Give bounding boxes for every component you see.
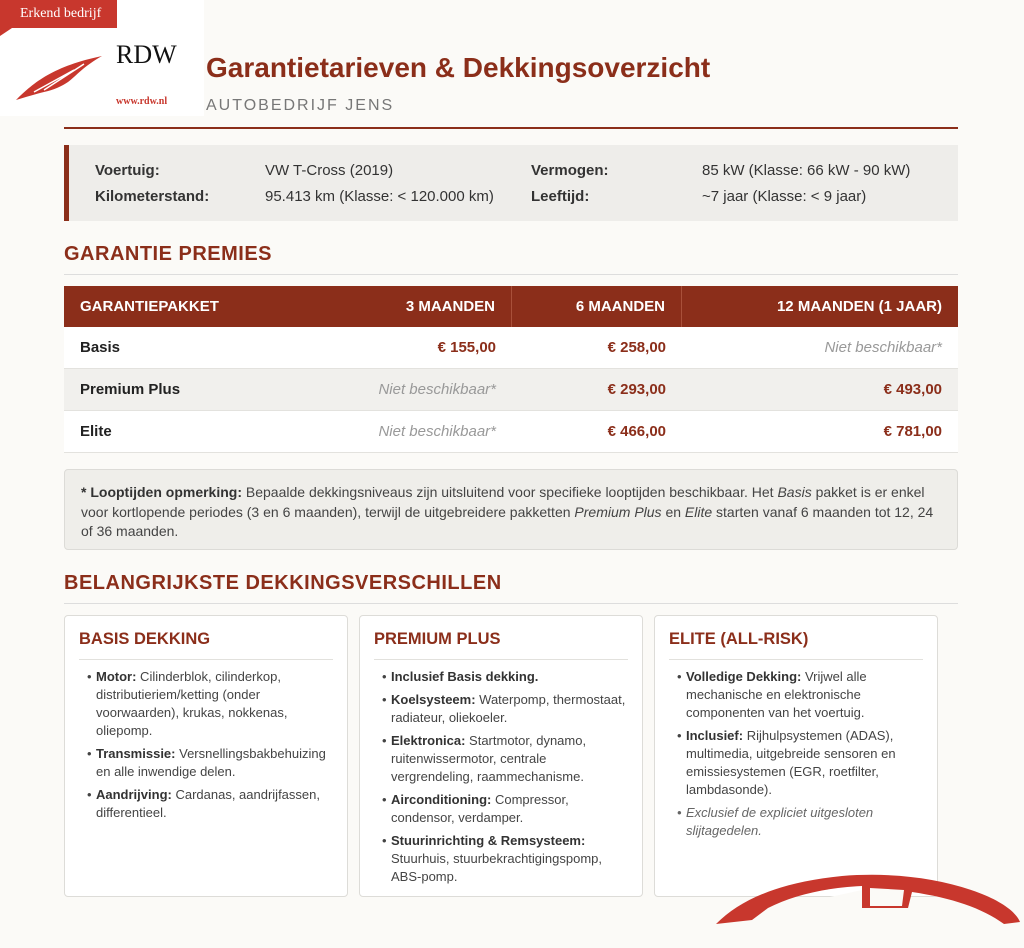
note-italic: Elite — [684, 503, 713, 520]
item-text: Waterpomp, thermostaat, radiateur, oliekoeler. — [391, 692, 626, 725]
list-item — [677, 668, 923, 722]
premies-heading: GARANTIE PREMIES — [64, 243, 958, 275]
item-label: Motor: — [96, 669, 137, 684]
row-12m: € 781,00 — [883, 423, 942, 440]
header-divider — [64, 127, 958, 129]
looptijden-note — [64, 469, 958, 550]
item-label: Aandrijving: — [96, 787, 172, 802]
leeftijd-label: Leeftijd: — [531, 188, 590, 205]
item-text: Cardanas, aandrijfassen, differentieel. — [96, 787, 320, 820]
card-list — [374, 668, 628, 886]
km-label: Kilometerstand: — [95, 188, 210, 205]
vermogen-value: 85 kW (Klasse: 66 kW - 90 kW) — [702, 162, 911, 179]
card-list — [669, 668, 923, 840]
card-title: ELITE (ALL-RISK) — [669, 630, 923, 660]
rdw-url: www.rdw.nl — [116, 96, 168, 107]
col-6m: 6 MAANDEN — [512, 286, 682, 327]
voertuig-label: Voertuig: — [95, 162, 160, 179]
card-list — [79, 668, 333, 822]
item-label: Volledige Dekking: — [686, 669, 802, 684]
page-subtitle: AUTOBEDRIJF JENS — [206, 97, 395, 114]
card-title: PREMIUM PLUS — [374, 630, 628, 660]
item-text: Stuurhuis, stuurbekrachtigingspomp, ABS-pomp. — [391, 851, 603, 884]
vermogen-label: Vermogen: — [531, 162, 609, 179]
item-label: Elektronica: — [391, 733, 466, 748]
item-text: Compressor, condensor, verdamper. — [391, 792, 569, 825]
card-elite — [654, 615, 938, 897]
card-title: BASIS DEKKING — [79, 630, 333, 660]
item-label: Transmissie: — [96, 746, 176, 761]
row-3m: Niet beschikbaar* — [378, 381, 496, 398]
item-label: Stuurinrichting & Remsysteem: — [391, 833, 586, 848]
item-text: Cilinderblok, cilinderkop, distributieriem/ketting (onder voorwaarden), krukas, nokkenas, oliepomp. — [96, 669, 288, 738]
list-item — [677, 727, 923, 799]
row-3m: Niet beschikbaar* — [378, 423, 496, 440]
item-text: Vrijwel alle mechanische en elektronische componenten van het voertuig. — [686, 669, 867, 720]
list-item — [382, 791, 628, 827]
col-pakket: GARANTIEPAKKET — [80, 298, 219, 315]
car-logo-icon — [712, 868, 1024, 948]
row-name: Basis — [80, 339, 121, 356]
list-item — [382, 732, 628, 786]
item-label: Koelsysteem: — [391, 692, 476, 707]
page-title: Garantietarieven & Dekkingsoverzicht — [206, 52, 711, 83]
rdw-badge — [0, 0, 204, 116]
list-item — [382, 832, 628, 886]
voertuig-value: VW T-Cross (2019) — [265, 162, 394, 179]
list-item — [87, 668, 333, 740]
note-text: pakket is er enkel voor kortlopende periodes (3 en 6 maanden), terwijl de uitgebreidere pakketten — [81, 484, 925, 520]
table-row — [64, 369, 958, 411]
vehicle-info-box — [64, 145, 958, 221]
row-12m: € 493,00 — [883, 381, 942, 398]
note-bold: * Looptijden opmerking: — [81, 484, 242, 500]
list-item-exclusion: • Exclusief de expliciet uitgesloten slijtagedelen. — [677, 804, 923, 840]
leeftijd-value: ~7 jaar (Klasse: < 9 jaar) — [702, 188, 867, 205]
premies-table — [64, 286, 958, 453]
row-3m: € 155,00 — [437, 339, 496, 356]
row-6m: € 466,00 — [607, 423, 666, 440]
list-item — [382, 691, 628, 727]
table-header — [64, 286, 958, 327]
item-text: Startmotor, dynamo, ruitenwissermotor, centrale vergrendeling, raammechanisme. — [391, 733, 587, 784]
note-text: Bepaalde dekkingsniveaus zijn uitsluitend voor specifieke looptijden beschikbaar. Het — [242, 484, 778, 500]
col-3m: 3 MAANDEN — [342, 286, 512, 327]
km-value: 95.413 km (Klasse: < 120.000 km) — [265, 188, 494, 205]
item-label: Inclusief Basis dekking. — [391, 669, 539, 684]
item-text: Versnellingsbakbehuizing en alle inwendige delen. — [96, 746, 326, 779]
note-italic: Basis — [777, 484, 812, 500]
dekking-heading: BELANGRIJKSTE DEKKINGSVERSCHILLEN — [64, 572, 958, 604]
row-12m: Niet beschikbaar* — [824, 339, 942, 356]
list-item — [87, 786, 333, 822]
card-premium-plus — [359, 615, 643, 897]
note-text: en — [661, 503, 685, 520]
rdw-name: RDW — [116, 40, 177, 69]
note-text: starten vanaf 6 maanden tot 12, 24 of 36 maanden. — [81, 503, 934, 539]
rdw-feather-icon — [14, 52, 106, 102]
row-name: Elite — [80, 423, 112, 440]
item-label: Airconditioning: — [391, 792, 492, 807]
table-row — [64, 327, 958, 369]
row-name: Premium Plus — [80, 381, 181, 398]
note-italic: Premium Plus — [574, 503, 662, 520]
table-row — [64, 411, 958, 453]
card-basis — [64, 615, 348, 897]
row-6m: € 293,00 — [607, 381, 666, 398]
rdw-tag: Erkend bedrijf — [0, 0, 117, 28]
list-item — [382, 668, 628, 686]
item-label: Inclusief: — [686, 728, 744, 743]
col-12m: 12 MAANDEN (1 JAAR) — [776, 298, 942, 315]
row-6m: € 258,00 — [607, 339, 666, 356]
list-item — [87, 745, 333, 781]
item-text: Rijhulpsystemen (ADAS), multimedia, uitgebreide sensoren en emissiesystemen (EGR, roetfilter, lambdasonde). — [686, 728, 896, 797]
